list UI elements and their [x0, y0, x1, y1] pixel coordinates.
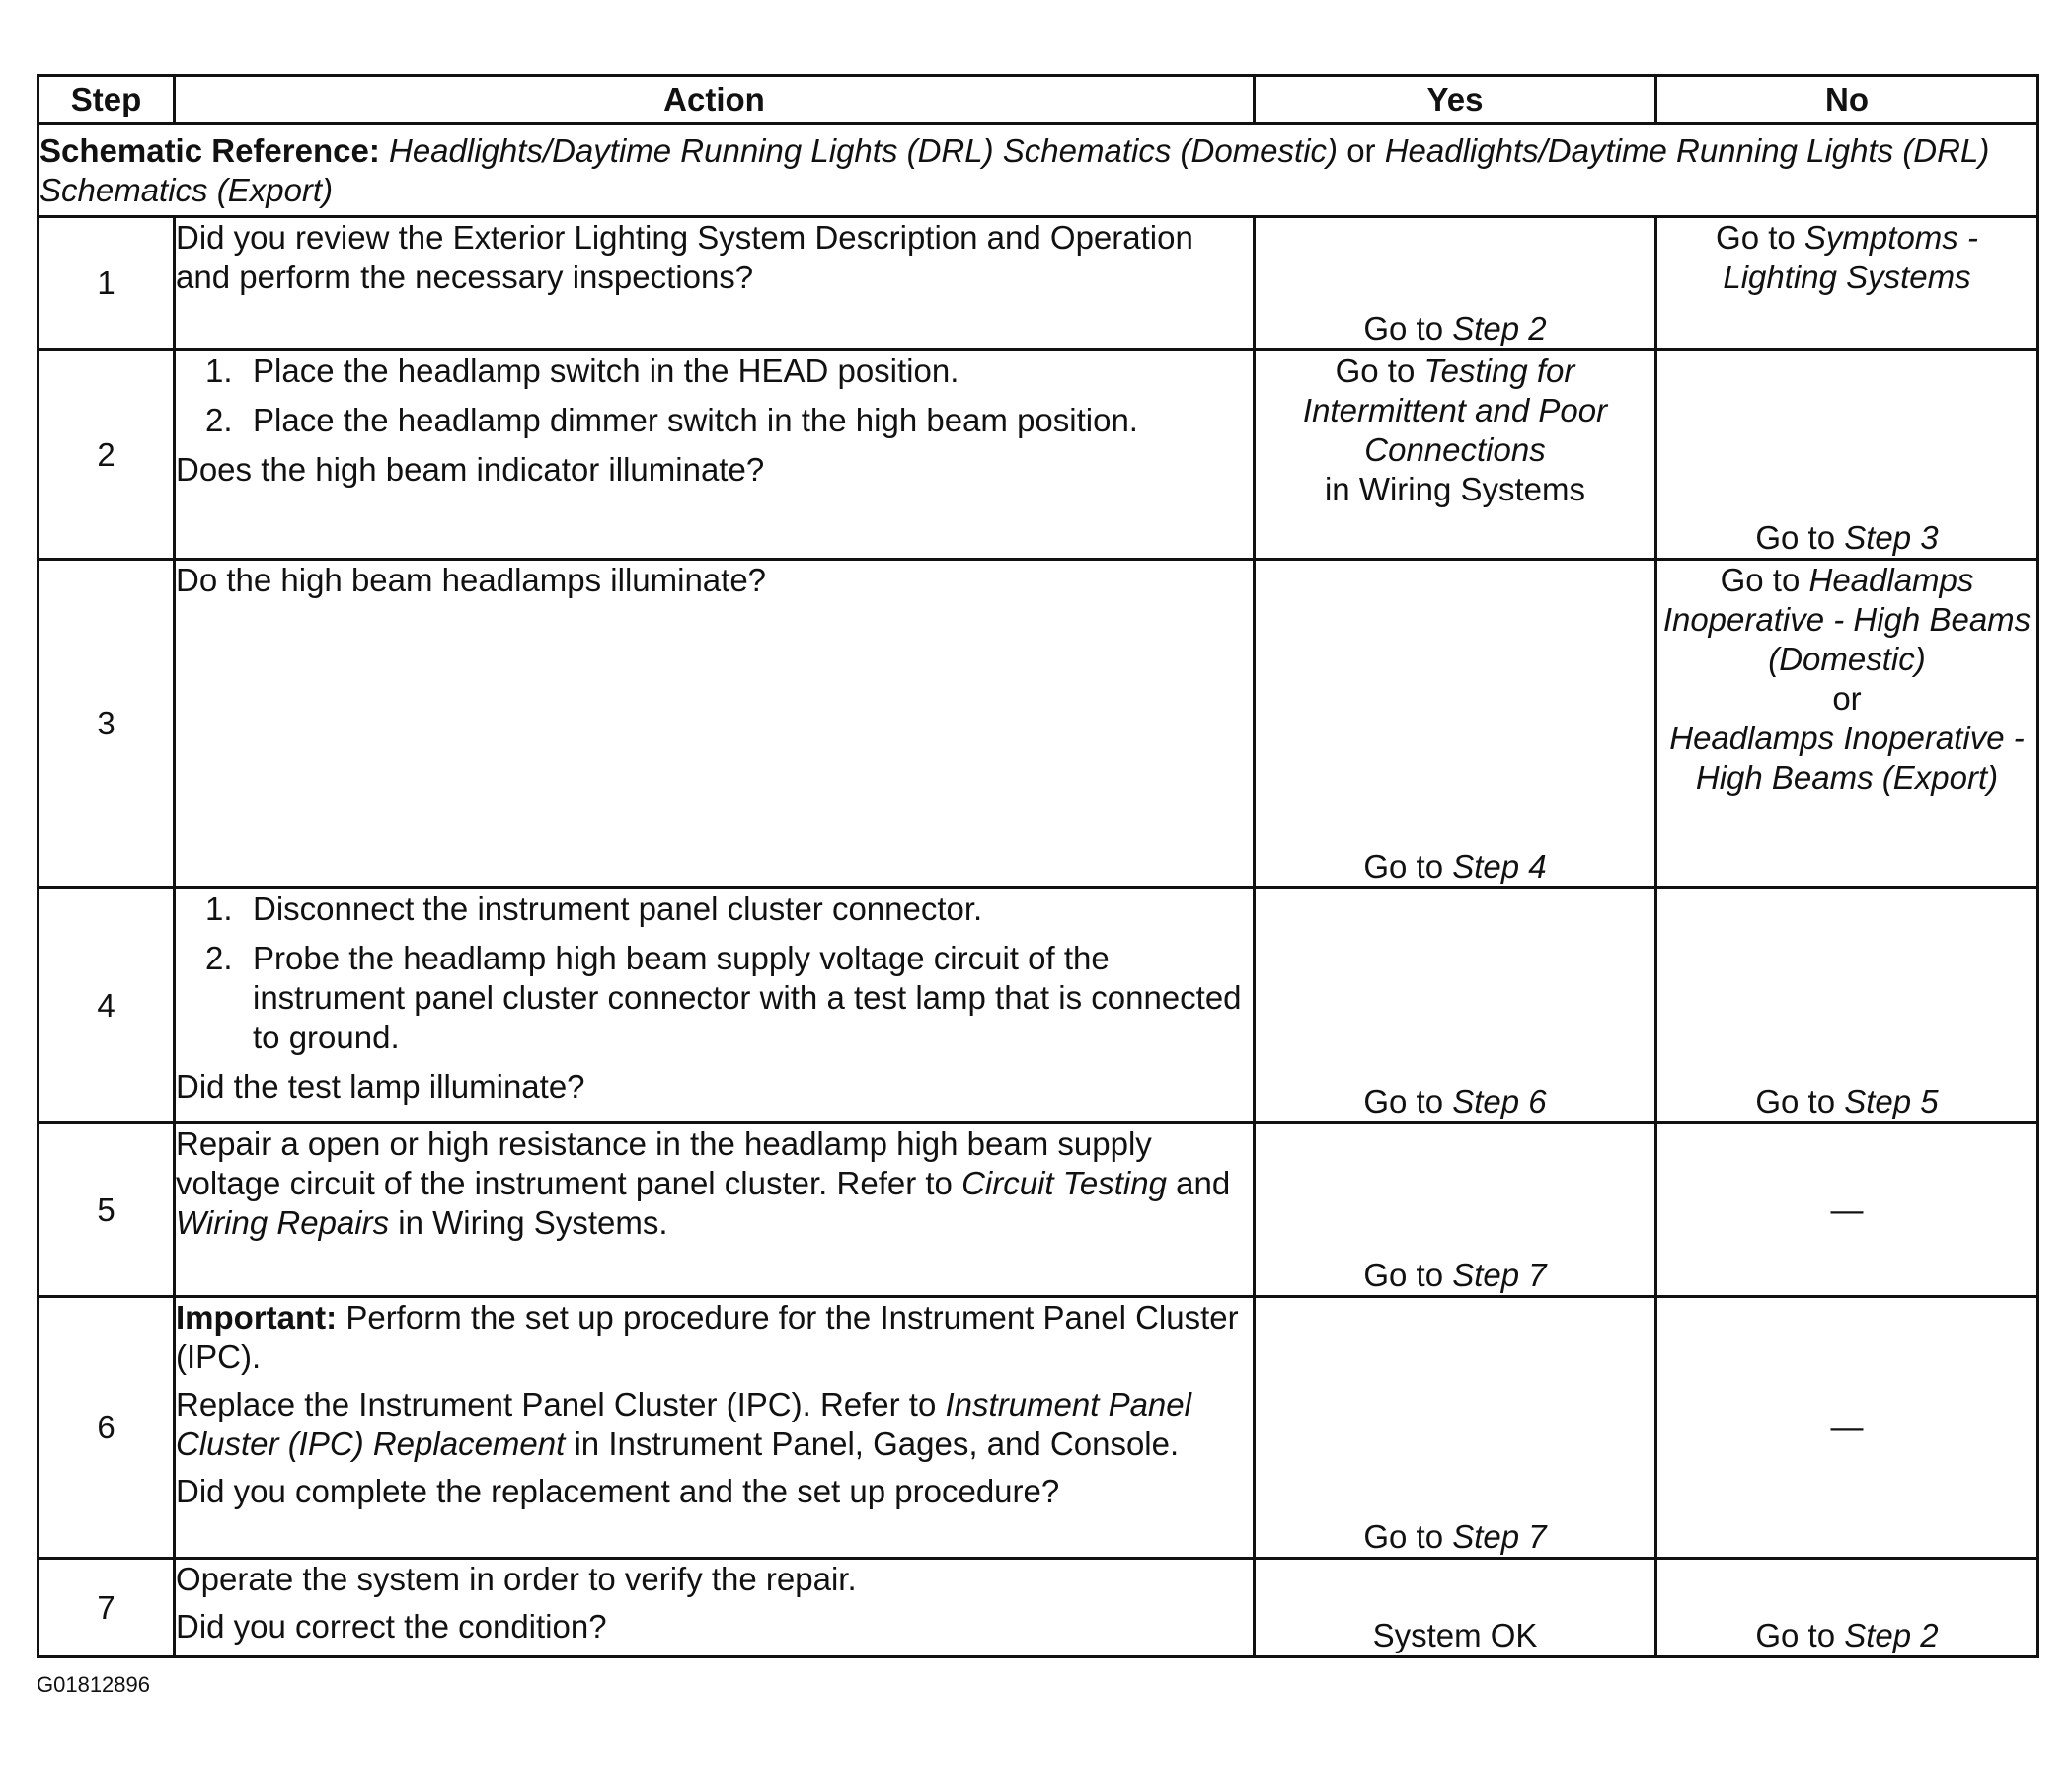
figure-code: G01812896 — [37, 1672, 150, 1697]
yes-cell — [1255, 1559, 1656, 1657]
schematic-reference-label: Schematic Reference: — [39, 131, 380, 169]
no-prefix: Go to — [1755, 1083, 1836, 1119]
table-row — [38, 888, 2038, 1123]
step-number: 4 — [38, 888, 175, 1123]
no-link-2[interactable]: Headlamps Inoperative - High Beams (Export) — [1669, 720, 2025, 796]
no-cell — [1656, 560, 2038, 888]
diagnostic-table — [37, 74, 2039, 1658]
no-link[interactable]: Symptoms - Lighting Systems — [1723, 219, 1978, 295]
table-row — [38, 350, 2038, 560]
step-number: 6 — [38, 1297, 175, 1559]
yes-prefix: Go to — [1363, 848, 1444, 884]
step-number: 5 — [38, 1123, 175, 1297]
action-cell — [175, 1559, 1255, 1657]
substep-text: Place the headlamp dimmer switch in the high beam position. — [253, 402, 1138, 438]
ipc-replacement-link[interactable]: Instrument Panel Cluster (IPC) Replacement — [176, 1386, 1191, 1462]
question-text: Do the high beam headlamps illuminate? — [176, 562, 767, 598]
substep-text: Disconnect the instrument panel cluster connector. — [253, 890, 983, 927]
header-action: Action — [175, 76, 1255, 124]
important-label: Important: — [176, 1299, 338, 1336]
yes-suffix: in Wiring Systems — [1324, 471, 1586, 507]
no-link[interactable]: Step 2 — [1844, 1617, 1939, 1653]
substep-number: 2. — [205, 402, 233, 438]
no-prefix: Go to — [1716, 219, 1796, 256]
schematic-reference — [38, 124, 2038, 217]
yes-link[interactable]: Step 7 — [1452, 1518, 1547, 1555]
yes-link[interactable]: Testing for Intermittent and Poor Connections — [1302, 352, 1608, 468]
question-text: Did you review the Exterior Lighting System Description and Operation and perform the necessary inspections? — [176, 219, 1193, 295]
yes-prefix: Go to — [1363, 1257, 1444, 1293]
action-cell — [175, 888, 1255, 1123]
no-link[interactable]: Headlamps Inoperative - High Beams (Domestic) — [1662, 562, 2032, 677]
yes-link[interactable]: Step 4 — [1452, 848, 1547, 884]
substep — [205, 351, 1253, 391]
wiring-repairs-link[interactable]: Wiring Repairs — [176, 1204, 390, 1241]
question-text: Did you complete the replacement and the set up procedure? — [176, 1473, 1060, 1509]
table-row — [38, 217, 2038, 350]
substep — [205, 401, 1253, 440]
action-cell — [175, 217, 1255, 350]
action-text: Replace the Instrument Panel Cluster (IPC). Refer to — [176, 1386, 937, 1422]
step-number: 3 — [38, 560, 175, 888]
instruction-text: Operate the system in order to verify the repair. — [176, 1561, 857, 1597]
no-cell — [1656, 350, 2038, 560]
substep-list — [176, 889, 1253, 1057]
substep-number: 1. — [205, 890, 233, 927]
header-row — [38, 76, 2038, 124]
substep-text: Place the headlamp switch in the HEAD position. — [253, 352, 959, 389]
no-link[interactable]: Step 5 — [1844, 1083, 1939, 1119]
header-yes: Yes — [1255, 76, 1656, 124]
substep-number: 1. — [205, 352, 233, 389]
no-dash: — — [1830, 1191, 1864, 1228]
yes-cell — [1255, 888, 1656, 1123]
question-text: Does the high beam indicator illuminate? — [176, 451, 765, 488]
yes-cell — [1255, 217, 1656, 350]
yes-cell — [1255, 1123, 1656, 1297]
action-text: in Instrument Panel, Gages, and Console. — [574, 1425, 1180, 1462]
action-text: in Wiring Systems. — [398, 1204, 668, 1241]
header-step: Step — [38, 76, 175, 124]
action-text: and — [1176, 1165, 1231, 1201]
action-cell — [175, 560, 1255, 888]
schematic-reference-row — [38, 124, 2038, 217]
action-cell — [175, 1297, 1255, 1559]
step-number: 2 — [38, 350, 175, 560]
yes-prefix: Go to — [1363, 310, 1444, 346]
yes-prefix: Go to — [1363, 1083, 1444, 1119]
yes-cell — [1255, 1297, 1656, 1559]
yes-prefix: Go to — [1335, 352, 1416, 389]
schematic-link-domestic[interactable]: Headlights/Daytime Running Lights (DRL) Schematics (Domestic) — [389, 131, 1339, 169]
substep-number: 2. — [205, 940, 233, 976]
step-number: 7 — [38, 1559, 175, 1657]
yes-link[interactable]: Step 2 — [1452, 310, 1547, 346]
step-number: 1 — [38, 217, 175, 350]
table-row — [38, 560, 2038, 888]
question-text: Did the test lamp illuminate? — [176, 1068, 585, 1105]
important-note — [176, 1298, 1253, 1377]
no-cell — [1656, 1297, 2038, 1559]
action-cell — [175, 350, 1255, 560]
no-prefix: Go to — [1755, 519, 1836, 556]
header-no: No — [1656, 76, 2038, 124]
yes-link[interactable]: Step 7 — [1452, 1257, 1547, 1293]
no-cell — [1656, 217, 2038, 350]
schematic-link-export[interactable]: Headlights/Daytime Running Lights (DRL) Schematics (Export) — [39, 131, 1990, 208]
no-prefix: Go to — [1720, 562, 1801, 598]
substep — [205, 889, 1253, 929]
no-link[interactable]: Step 3 — [1844, 519, 1939, 556]
action-text: Repair a open or high resistance in the headlamp high beam supply voltage circuit of the instrument panel cluster. Refer to — [176, 1125, 1152, 1201]
schematic-reference-conj: or — [1346, 131, 1376, 169]
no-cell — [1656, 1559, 2038, 1657]
table-row — [38, 1123, 2038, 1297]
substep — [205, 939, 1253, 1057]
no-conj: or — [1832, 680, 1862, 717]
yes-prefix: Go to — [1363, 1518, 1444, 1555]
table-row — [38, 1297, 2038, 1559]
no-dash: — — [1830, 1409, 1864, 1445]
no-cell — [1656, 888, 2038, 1123]
yes-text: System OK — [1372, 1617, 1538, 1653]
action-cell — [175, 1123, 1255, 1297]
circuit-testing-link[interactable]: Circuit Testing — [961, 1165, 1167, 1201]
replace-instruction — [176, 1385, 1253, 1464]
table-row — [38, 1559, 2038, 1657]
substep-text: Probe the headlamp high beam supply voltage circuit of the instrument panel cluster connector with a test lamp that is connected to ground. — [253, 940, 1242, 1055]
substep-list — [176, 351, 1253, 440]
important-text: Perform the set up procedure for the Instrument Panel Cluster (IPC). — [176, 1299, 1239, 1375]
no-cell — [1656, 1123, 2038, 1297]
question-text: Did you correct the condition? — [176, 1608, 607, 1645]
no-prefix: Go to — [1755, 1617, 1836, 1653]
yes-cell — [1255, 560, 1656, 888]
yes-cell — [1255, 350, 1656, 560]
yes-link[interactable]: Step 6 — [1452, 1083, 1547, 1119]
